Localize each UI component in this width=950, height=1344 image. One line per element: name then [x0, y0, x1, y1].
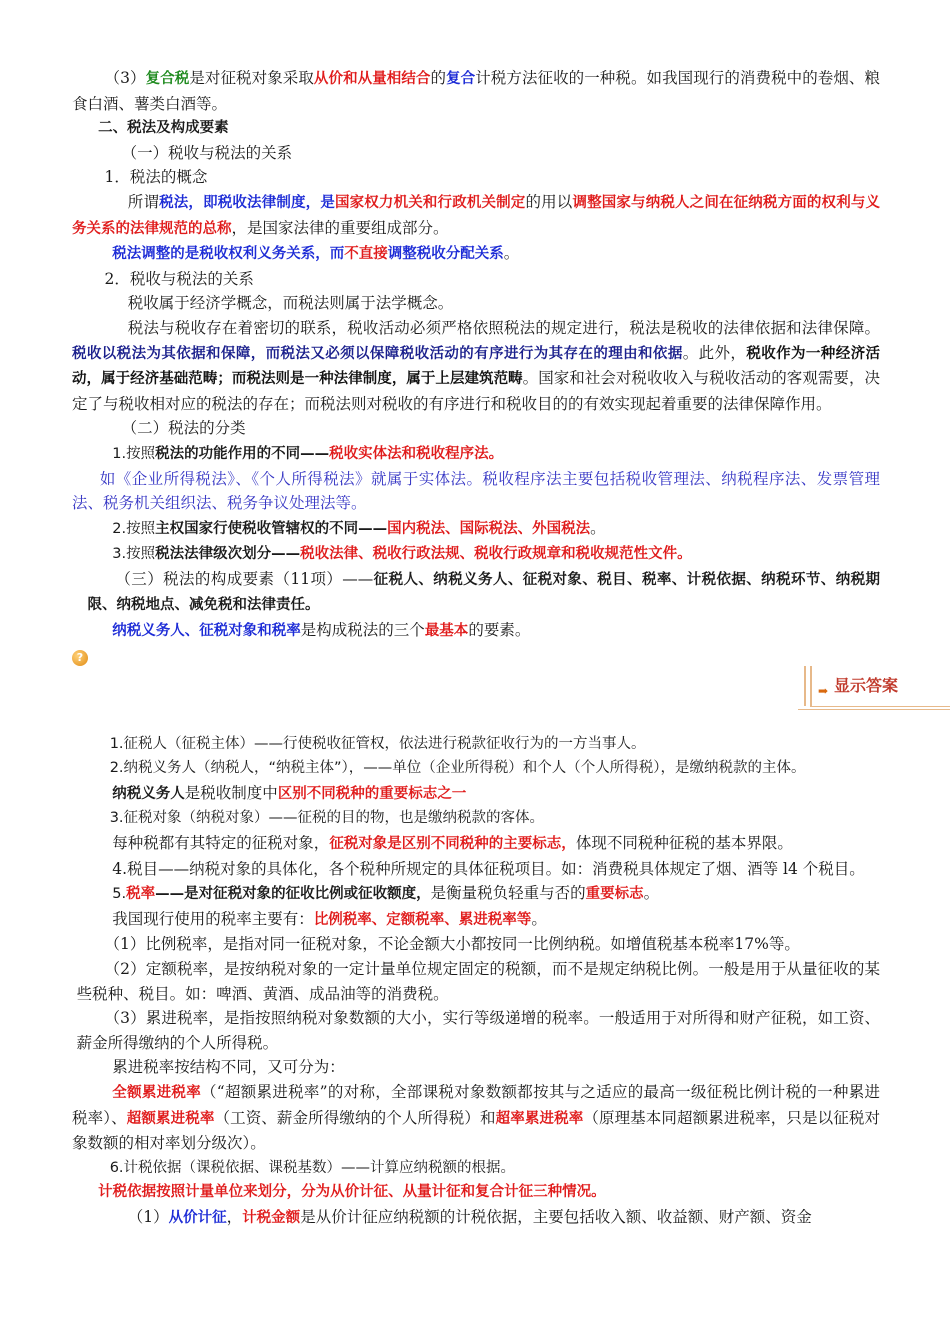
classification-3: 3.按照税法法律级次划分——税收法律、税收行政法规、税收行政规章和税收规范性文件。 [112, 546, 692, 563]
answer-toolbar [72, 644, 899, 732]
paragraph-concept-difference: 税收属于经济学概念，而税法则属于法学概念。 [127, 294, 454, 313]
section-heading-2: 二、税法及构成要素 [98, 120, 229, 137]
answer-rate-fixed: （2）定额税率，是按纳税对象的一定计量单位规定固定的税额，而不是规定纳税比例。一般是用于从量征收的某些税种、税目。如：啤酒、黄酒、成品油等的消费税。 [76, 960, 880, 1003]
paragraph-adjustment: 税法调整的是税收权利义务关系，而不直接调整税收分配关系。 [112, 244, 520, 263]
show-answer-label: 显示答案 [834, 675, 899, 695]
subsection-heading-3: （三）税法的构成要素（11项）——征税人、纳税义务人、征税对象、税目、税率、计税依据、纳税环节、纳税期限、纳税地点、减免税和法律责任。 [87, 569, 881, 614]
item-heading-relation: 2．税收与税法的关系 [104, 269, 254, 288]
question-icon[interactable]: ? [72, 650, 88, 666]
answer-progressive-types-intro: 累进税率按结构不同，又可分为： [112, 1058, 345, 1077]
answer-item-5: 5.税率——是对征税对象的征收比例或征收额度，是衡量税负轻重与否的重要标志。 [112, 884, 660, 903]
answer-item-1: 1.征税人（征税主体）——行使税收征管权，依法进行税款征收行为的一方当事人。 [109, 735, 646, 752]
answer-item-6: 6.计税依据（课税依据、课税基数）——计算应纳税额的根据。 [109, 1159, 516, 1176]
document-body [72, 66, 899, 1231]
answer-item-4: 4.税目——纳税对象的具体化，各个税种所规定的具体征税项目。如：消费税具体规定了烟、酒等 l4 个税目。 [112, 859, 865, 878]
item-heading-concept: 1．税法的概念 [104, 168, 208, 187]
paragraph-basic-elements: 纳税义务人、征税对象和税率是构成税法的三个最基本的要素。 [112, 621, 531, 640]
answer-ad-valorem: （1）从价计征，计税金额是从价计征应纳税额的计税依据，主要包括收入额、收益额、财产额、资金 [127, 1207, 812, 1226]
subsection-heading-1: （一）税收与税法的关系 [121, 143, 293, 162]
paragraph-relation-detail: 税法与税收存在着密切的联系，税收活动必须严格依照税法的规定进行，税法是税收的法律依据和法律保障。税收以税法为其依据和保障，而税法又必须以保障税收活动的有序进行为其存在的理由和依据。此外，税收作为一种经济活动，属于经济基础范畴；而税法则是一种法律制度，属于上层建筑范畴。国家和社会对税收收入与税收活动的客观需要，决定了与税收相对应的税法的存在；而税法则对税收的有序进行和税收目的的有效实现起着重要的法律保障作用。 [72, 318, 880, 413]
show-answer-button[interactable] [802, 666, 950, 706]
answer-item-2: 2.纳税义务人（纳税人，“纳税主体”），——单位（企业所得税）和个人（个人所得税），是缴纳税款的主体。 [109, 760, 806, 777]
classification-2: 2.按照主权国家行使税收管辖权的不同——国内税法、国际税法、外国税法。 [112, 518, 606, 537]
paragraph-tax-law-concept: 所谓税法，即税收法律制度，是国家权力机关和行政机关制定的用以调整国家与纳税人之间在征纳税方面的权利与义务关系的法律规范的总称，是国家法律的重要组成部分。 [72, 192, 881, 237]
answer-item-3: 3.征税对象（纳税对象）——征税的目的物，也是缴纳税款的客体。 [109, 810, 545, 827]
answer-rate-proportional: （1）比例税率，是指对同一征税对象，不论金额大小都按同一比例纳税。如增值税基本税率17%等。 [104, 935, 800, 954]
answer-basis-types: 计税依据按照计量单位来划分，分为从价计征、从量计征和复合计征三种情况。 [98, 1184, 606, 1201]
answer-progressive-types: 全额累进税率（“超额累进税率”的对称，全部课税对象数额都按其与之适应的最高一级征税比例计税的一种累进税率）、超额累进税率（工资、薪金所得缴纳的个人所得税）和超率累进税率（原理基本同超额累进税率，只是以征税对象数额的相对率划分级次）。 [72, 1082, 880, 1153]
answer-rate-types: 我国现行使用的税率主要有：比例税率、定额税率、累进税率等。 [112, 909, 547, 928]
paragraph-substantive-law: 如《企业所得税法》、《个人所得税法》就属于实体法。税收程序法主要包括税收管理法、纳税程序法、发票管理法、税务机关组织法、税务争议处理法等。 [72, 469, 880, 513]
answer-taxpayer-note: 纳税义务人是税收制度中区别不同税种的重要标志之一 [112, 783, 467, 802]
subsection-heading-2: （二）税法的分类 [121, 419, 246, 438]
answer-rate-progressive: （3）累进税率，是指按照纳税对象数额的大小，实行等级递增的税率。一般适用于对所得和财产征税，如工资、薪金所得缴纳的个人所得税。 [76, 1009, 880, 1052]
classification-1: 1.按照税法的功能作用的不同——税收实体法和税收程序法。 [112, 445, 504, 462]
answer-object-note: 每种税都有其特定的征税对象，征税对象是区别不同税种的主要标志，体现不同税种征税的基本界限。 [112, 834, 793, 853]
paragraph-compound-tax: （3）复合税是对征税对象采取从价和从量相结合的复合计税方法征收的一种税。如我国现行的消费税中的卷烟、粮食白酒、薯类白酒等。 [72, 69, 881, 113]
arrow-right-icon: ➡ [818, 683, 829, 698]
